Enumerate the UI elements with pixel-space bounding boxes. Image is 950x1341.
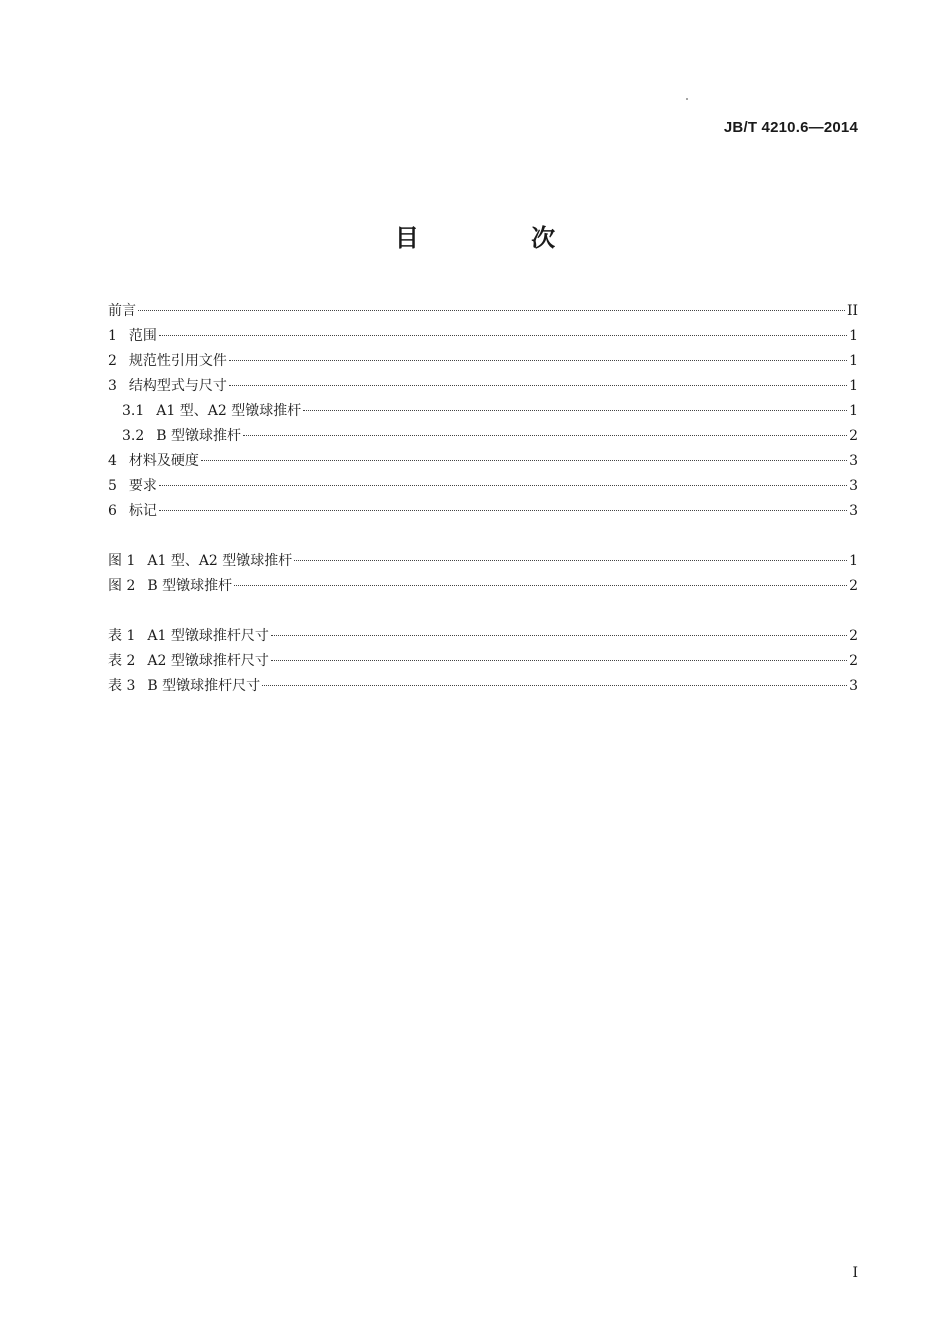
toc-sections	[108, 299, 858, 524]
toc-entry-3-1[interactable]	[108, 399, 858, 424]
toc-entry-label: A1 型镦球推杆尺寸	[147, 628, 269, 644]
toc-entry-label: B 型镦球推杆尺寸	[147, 678, 261, 694]
toc-entry-scope[interactable]	[108, 324, 858, 349]
toc-entry-page: 1	[849, 553, 858, 569]
toc-entry-number: 图 2	[108, 578, 136, 594]
toc-entry-label: 前言	[108, 303, 136, 319]
toc-leader-dots	[159, 335, 847, 336]
page-title: 目 次	[394, 224, 608, 252]
toc-entry-label: A1 型、A2 型镦球推杆	[147, 553, 293, 569]
toc-entry-number: 图 1	[108, 553, 136, 569]
toc-entry-page: 1	[849, 378, 858, 394]
toc-entry-page: 1	[849, 403, 858, 419]
toc-entry-page: 2	[849, 628, 858, 644]
toc-leader-dots	[201, 460, 847, 461]
toc-entry-page: 2	[849, 578, 858, 594]
toc-entry-label: 范围	[128, 328, 157, 344]
scan-speck	[686, 98, 688, 100]
toc-entry-structure-dimensions[interactable]	[108, 374, 858, 399]
page-number: I	[852, 1265, 858, 1281]
standard-number: JB/T 4210.6—2014	[723, 119, 858, 136]
toc-figures	[108, 549, 858, 599]
toc-entry-label: 结构型式与尺寸	[128, 378, 227, 394]
toc-leader-dots	[262, 685, 847, 686]
toc-entry-number: 5	[108, 478, 117, 494]
toc-entry-label: 标记	[128, 503, 157, 519]
toc-entry-page: 3	[849, 678, 858, 694]
toc-leader-dots	[271, 660, 847, 661]
toc-entry-3-2[interactable]	[108, 424, 858, 449]
toc-entry-number: 4	[108, 453, 117, 469]
toc-leader-dots	[234, 585, 847, 586]
toc-entry-page: 2	[849, 428, 858, 444]
toc-entry-page: 1	[849, 328, 858, 344]
toc-entry-figure-1[interactable]	[108, 549, 858, 574]
toc-entry-number: 表 1	[108, 628, 136, 644]
toc-leader-dots	[138, 310, 845, 311]
toc-entry-page: 3	[849, 453, 858, 469]
toc-entry-requirements[interactable]	[108, 474, 858, 499]
toc-entry-table-1[interactable]	[108, 624, 858, 649]
toc-leader-dots	[294, 560, 847, 561]
toc-entry-label: A1 型、A2 型镦球推杆	[156, 403, 302, 419]
toc-entry-number: 3.1	[122, 403, 145, 419]
toc-entry-label: B 型镦球推杆	[156, 428, 242, 444]
toc-tables	[108, 624, 858, 699]
toc-entry-number: 6	[108, 503, 117, 519]
toc-entry-label: A2 型镦球推杆尺寸	[147, 653, 269, 669]
table-of-contents	[108, 299, 858, 699]
toc-entry-label: 规范性引用文件	[128, 353, 227, 369]
toc-entry-page: 1	[849, 353, 858, 369]
toc-entry-number: 表 3	[108, 678, 136, 694]
toc-entry-marking[interactable]	[108, 499, 858, 524]
toc-entry-figure-2[interactable]	[108, 574, 858, 599]
toc-leader-dots	[271, 635, 847, 636]
toc-entry-table-3[interactable]	[108, 674, 858, 699]
toc-leader-dots	[229, 385, 847, 386]
toc-entry-number: 表 2	[108, 653, 136, 669]
toc-leader-dots	[303, 410, 847, 411]
toc-leader-dots	[229, 360, 847, 361]
toc-entry-label: B 型镦球推杆	[147, 578, 233, 594]
toc-entry-page: 2	[849, 653, 858, 669]
toc-entry-page: II	[846, 303, 858, 319]
toc-entry-materials-hardness[interactable]	[108, 449, 858, 474]
toc-entry-foreword[interactable]	[108, 299, 858, 324]
toc-leader-dots	[159, 510, 847, 511]
toc-entry-table-2[interactable]	[108, 649, 858, 674]
toc-leader-dots	[159, 485, 847, 486]
toc-entry-page: 3	[849, 503, 858, 519]
toc-entry-number: 3.2	[122, 428, 145, 444]
toc-entry-label: 要求	[128, 478, 157, 494]
toc-entry-number: 2	[108, 353, 117, 369]
toc-entry-label: 材料及硬度	[128, 453, 199, 469]
toc-entry-page: 3	[849, 478, 858, 494]
toc-entry-number: 3	[108, 378, 117, 394]
toc-entry-number: 1	[108, 328, 117, 344]
toc-leader-dots	[243, 435, 847, 436]
toc-entry-normative-references[interactable]	[108, 349, 858, 374]
